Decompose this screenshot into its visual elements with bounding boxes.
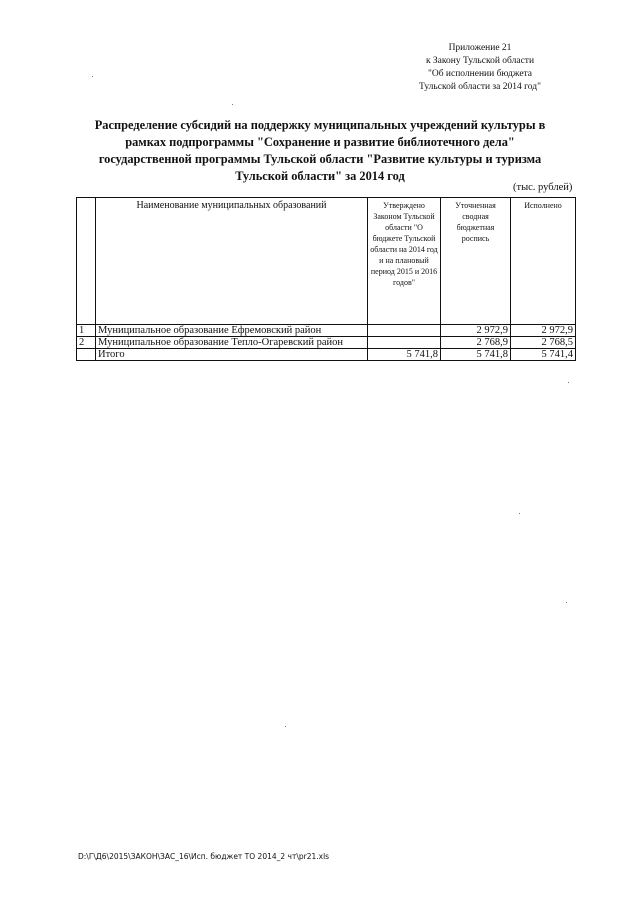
row-executed: 2 768,5 xyxy=(511,337,576,349)
scan-speck xyxy=(232,104,233,105)
header-number xyxy=(77,198,96,325)
row-number: 1 xyxy=(77,325,96,337)
units-label: (тыс. рублей) xyxy=(513,182,573,193)
row-name: Муниципальное образование Ефремовский район xyxy=(96,325,368,337)
row-approved xyxy=(368,337,441,349)
scan-speck xyxy=(285,726,286,727)
title-line: государственной программы Тульской области "Развитие культуры и туризма xyxy=(98,152,542,166)
title-line: рамках подпрограммы "Сохранение и развитие библиотечного дела" xyxy=(125,135,515,149)
appendix-line: Приложение 21 xyxy=(448,43,512,53)
row-approved xyxy=(368,325,441,337)
appendix-line: "Об исполнении бюджета xyxy=(427,69,533,79)
header-refined: Уточненная сводная бюджетная роспись xyxy=(441,198,511,325)
document-title xyxy=(80,117,560,185)
header-name: Наименование муниципальных образований xyxy=(96,198,368,325)
table-total-row xyxy=(77,349,576,361)
table-row xyxy=(77,325,576,337)
appendix-line: Тульской области за 2014 год" xyxy=(419,82,541,92)
table-row xyxy=(77,337,576,349)
scan-speck xyxy=(568,382,569,383)
row-refined: 2 768,9 xyxy=(441,337,511,349)
appendix-line: к Закону Тульской области xyxy=(425,56,535,66)
total-executed: 5 741,4 xyxy=(511,349,576,361)
header-executed: Исполнено xyxy=(511,198,576,325)
row-number: 2 xyxy=(77,337,96,349)
subsidy-table xyxy=(76,197,576,361)
title-line: Распределение субсидий на поддержку муниципальных учреждений культуры в xyxy=(94,118,546,132)
scan-speck xyxy=(566,602,567,603)
scan-speck xyxy=(92,76,93,77)
title-line: Тульской области" за 2014 год xyxy=(235,169,405,183)
header-approved: Утверждено Законом Тульской области "О бюджете Тульской области на 2014 год и на плановый период 2015 и 2016 годов" xyxy=(368,198,441,325)
total-refined: 5 741,8 xyxy=(441,349,511,361)
total-label: Итого xyxy=(96,349,368,361)
total-number xyxy=(77,349,96,361)
row-refined: 2 972,9 xyxy=(441,325,511,337)
total-approved: 5 741,8 xyxy=(368,349,441,361)
row-executed: 2 972,9 xyxy=(511,325,576,337)
table-header-row xyxy=(77,198,576,325)
scan-speck xyxy=(519,513,520,514)
file-path-footer: D:\Г\Д6\2015\ЗАКОН\ЗАС_16\Исп. бюджет ТО 2014_2 чт\pr21.xls xyxy=(78,852,330,861)
appendix-header xyxy=(395,42,565,94)
row-name: Муниципальное образование Тепло-Огаревский район xyxy=(96,337,368,349)
